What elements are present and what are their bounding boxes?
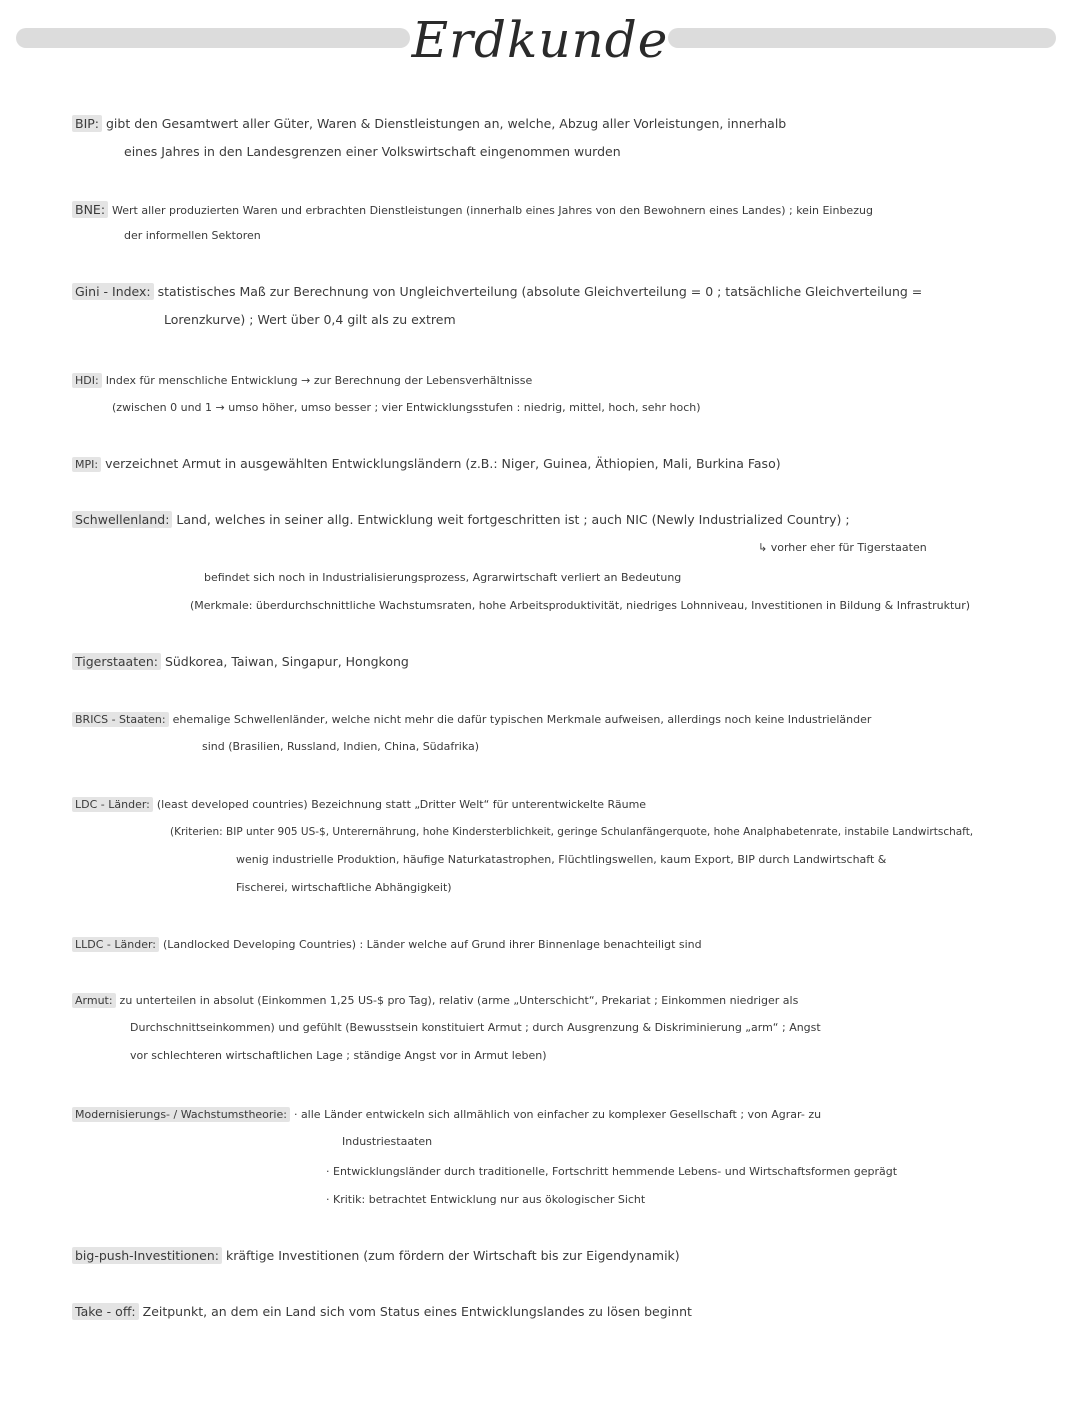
definition-line: Wert aller produzierten Waren und erbrachten Dienstleistungen (innerhalb eines Jahres von den Bewohnern eines Landes) ; kein Einbezug bbox=[112, 204, 873, 217]
entry-tigerstaaten bbox=[72, 648, 409, 676]
term-bne: BNE: bbox=[72, 201, 108, 218]
definition-line: (Kriterien: BIP unter 905 US-$, Unterernährung, hohe Kindersterblichkeit, geringe Schulanfängerquote, hohe Analphabetenrate, instabile Landwirtschaft, bbox=[170, 826, 974, 838]
entry-armut bbox=[72, 986, 798, 1015]
term-armut: Armut: bbox=[72, 993, 116, 1008]
entry-modernisierungstheorie bbox=[72, 1100, 821, 1129]
definition-line: gibt den Gesamtwert aller Güter, Waren & Dienstleistungen an, welche, Abzug aller Vorleistungen, innerhalb bbox=[106, 116, 787, 131]
entry-mpi bbox=[72, 450, 781, 479]
term-mpi: MPI: bbox=[72, 457, 101, 472]
definition-line: der informellen Sektoren bbox=[124, 229, 261, 242]
definition-line: Industriestaaten bbox=[342, 1135, 433, 1148]
definition-line: kräftige Investitionen (zum fördern der Wirtschaft bis zur Eigendynamik) bbox=[226, 1248, 680, 1263]
definition-line: (Landlocked Developing Countries) : Länder welche auf Grund ihrer Binnenlage benachteiligt sind bbox=[162, 938, 702, 951]
definition-line: Index für menschliche Entwicklung → zur Berechnung der Lebensverhältnisse bbox=[105, 374, 533, 387]
definition-line: Lorenzkurve) ; Wert über 0,4 gilt als zu extrem bbox=[164, 312, 456, 327]
definition-line: (least developed countries) Bezeichnung statt „Dritter Welt“ für unterentwickelte Räume bbox=[156, 798, 647, 811]
entry-gini-index bbox=[72, 278, 922, 306]
header-bar-left bbox=[16, 28, 410, 48]
definition-line: (zwischen 0 und 1 → umso höher, umso besser ; vier Entwicklungsstufen : niedrig, mittel, hoch, sehr hoch) bbox=[112, 401, 701, 414]
entry-ldc-laender bbox=[72, 790, 646, 819]
term-modernisierungstheorie: Modernisierungs- / Wachstumstheorie: bbox=[72, 1107, 290, 1122]
entry-hdi bbox=[72, 366, 532, 395]
entry-bne bbox=[72, 196, 873, 225]
definition-line: eines Jahres in den Landesgrenzen einer Volkswirtschaft eingenommen wurden bbox=[124, 144, 621, 159]
term-tigerstaaten: Tigerstaaten: bbox=[72, 653, 161, 670]
definition-line: · Entwicklungsländer durch traditionelle, Fortschritt hemmende Lebens- und Wirtschaftsformen geprägt bbox=[326, 1165, 898, 1178]
definition-line: verzeichnet Armut in ausgewählten Entwicklungsländern (z.B.: Niger, Guinea, Äthiopien, Mali, Burkina Faso) bbox=[105, 456, 781, 471]
definition-line: statistisches Maß zur Berechnung von Ungleichverteilung (absolute Gleichverteilung = 0 ; tatsächliche Gleichverteilung = bbox=[157, 284, 923, 299]
entry-brics-staaten bbox=[72, 705, 871, 734]
header-bar-right bbox=[668, 28, 1056, 48]
entry-big-push-investitionen bbox=[72, 1242, 680, 1270]
definition-line: Südkorea, Taiwan, Singapur, Hongkong bbox=[164, 654, 409, 669]
term-schwellenland: Schwellenland: bbox=[72, 511, 172, 528]
definition-line: ehemalige Schwellenländer, welche nicht mehr die dafür typischen Merkmale aufweisen, allerdings noch keine Industrieländer bbox=[172, 713, 872, 726]
term-big-push-investitionen: big-push-Investitionen: bbox=[72, 1247, 222, 1264]
page-title: Erdkunde bbox=[411, 11, 669, 69]
term-take-off: Take - off: bbox=[72, 1303, 139, 1320]
definition-line: sind (Brasilien, Russland, Indien, China, Südafrika) bbox=[202, 740, 480, 753]
definition-line: (Merkmale: überdurchschnittliche Wachstumsraten, hohe Arbeitsproduktivität, niedriges Lohnniveau, Investitionen in Bildung & Infrastruktur) bbox=[190, 599, 971, 612]
definition-line: zu unterteilen in absolut (Einkommen 1,25 US-$ pro Tag), relativ (arme „Unterschicht“, Prekariat ; Einkommen niedriger als bbox=[119, 994, 799, 1007]
entry-take-off bbox=[72, 1298, 692, 1326]
entry-lldc-laender bbox=[72, 930, 702, 959]
term-brics-staaten: BRICS - Staaten: bbox=[72, 712, 169, 727]
definition-line: vor schlechteren wirtschaftlichen Lage ; ständige Angst vor in Armut leben) bbox=[130, 1049, 547, 1062]
definition-line: · Kritik: betrachtet Entwicklung nur aus ökologischer Sicht bbox=[326, 1193, 646, 1206]
definition-line: Fischerei, wirtschaftliche Abhängigkeit) bbox=[236, 881, 452, 894]
definition-line: Durchschnittseinkommen) und gefühlt (Bewusstsein konstituiert Armut ; durch Ausgrenzung & Diskriminierung „arm“ ; Angst bbox=[130, 1021, 821, 1034]
entry-schwellenland bbox=[72, 506, 850, 534]
term-hdi: HDI: bbox=[72, 373, 102, 388]
term-ldc-laender: LDC - Länder: bbox=[72, 797, 153, 812]
term-gini-index: Gini - Index: bbox=[72, 283, 154, 300]
definition-line: ↳ vorher eher für Tigerstaaten bbox=[758, 541, 927, 554]
term-lldc-laender: LLDC - Länder: bbox=[72, 937, 159, 952]
definition-line: · alle Länder entwickeln sich allmählich von einfacher zu komplexer Gesellschaft ; von Agrar- zu bbox=[293, 1108, 822, 1121]
definition-line: Zeitpunkt, an dem ein Land sich vom Status eines Entwicklungslandes zu lösen beginnt bbox=[142, 1304, 692, 1319]
term-bip: BIP: bbox=[72, 115, 102, 132]
definition-line: Land, welches in seiner allg. Entwicklung weit fortgeschritten ist ; auch NIC (Newly Industrialized Country) ; bbox=[176, 512, 850, 527]
definition-line: wenig industrielle Produktion, häufige Naturkatastrophen, Flüchtlingswellen, kaum Export, BIP durch Landwirtschaft & bbox=[236, 853, 887, 866]
definition-line: befindet sich noch in Industrialisierungsprozess, Agrarwirtschaft verliert an Bedeutung bbox=[204, 571, 682, 584]
entry-bip bbox=[72, 110, 786, 138]
